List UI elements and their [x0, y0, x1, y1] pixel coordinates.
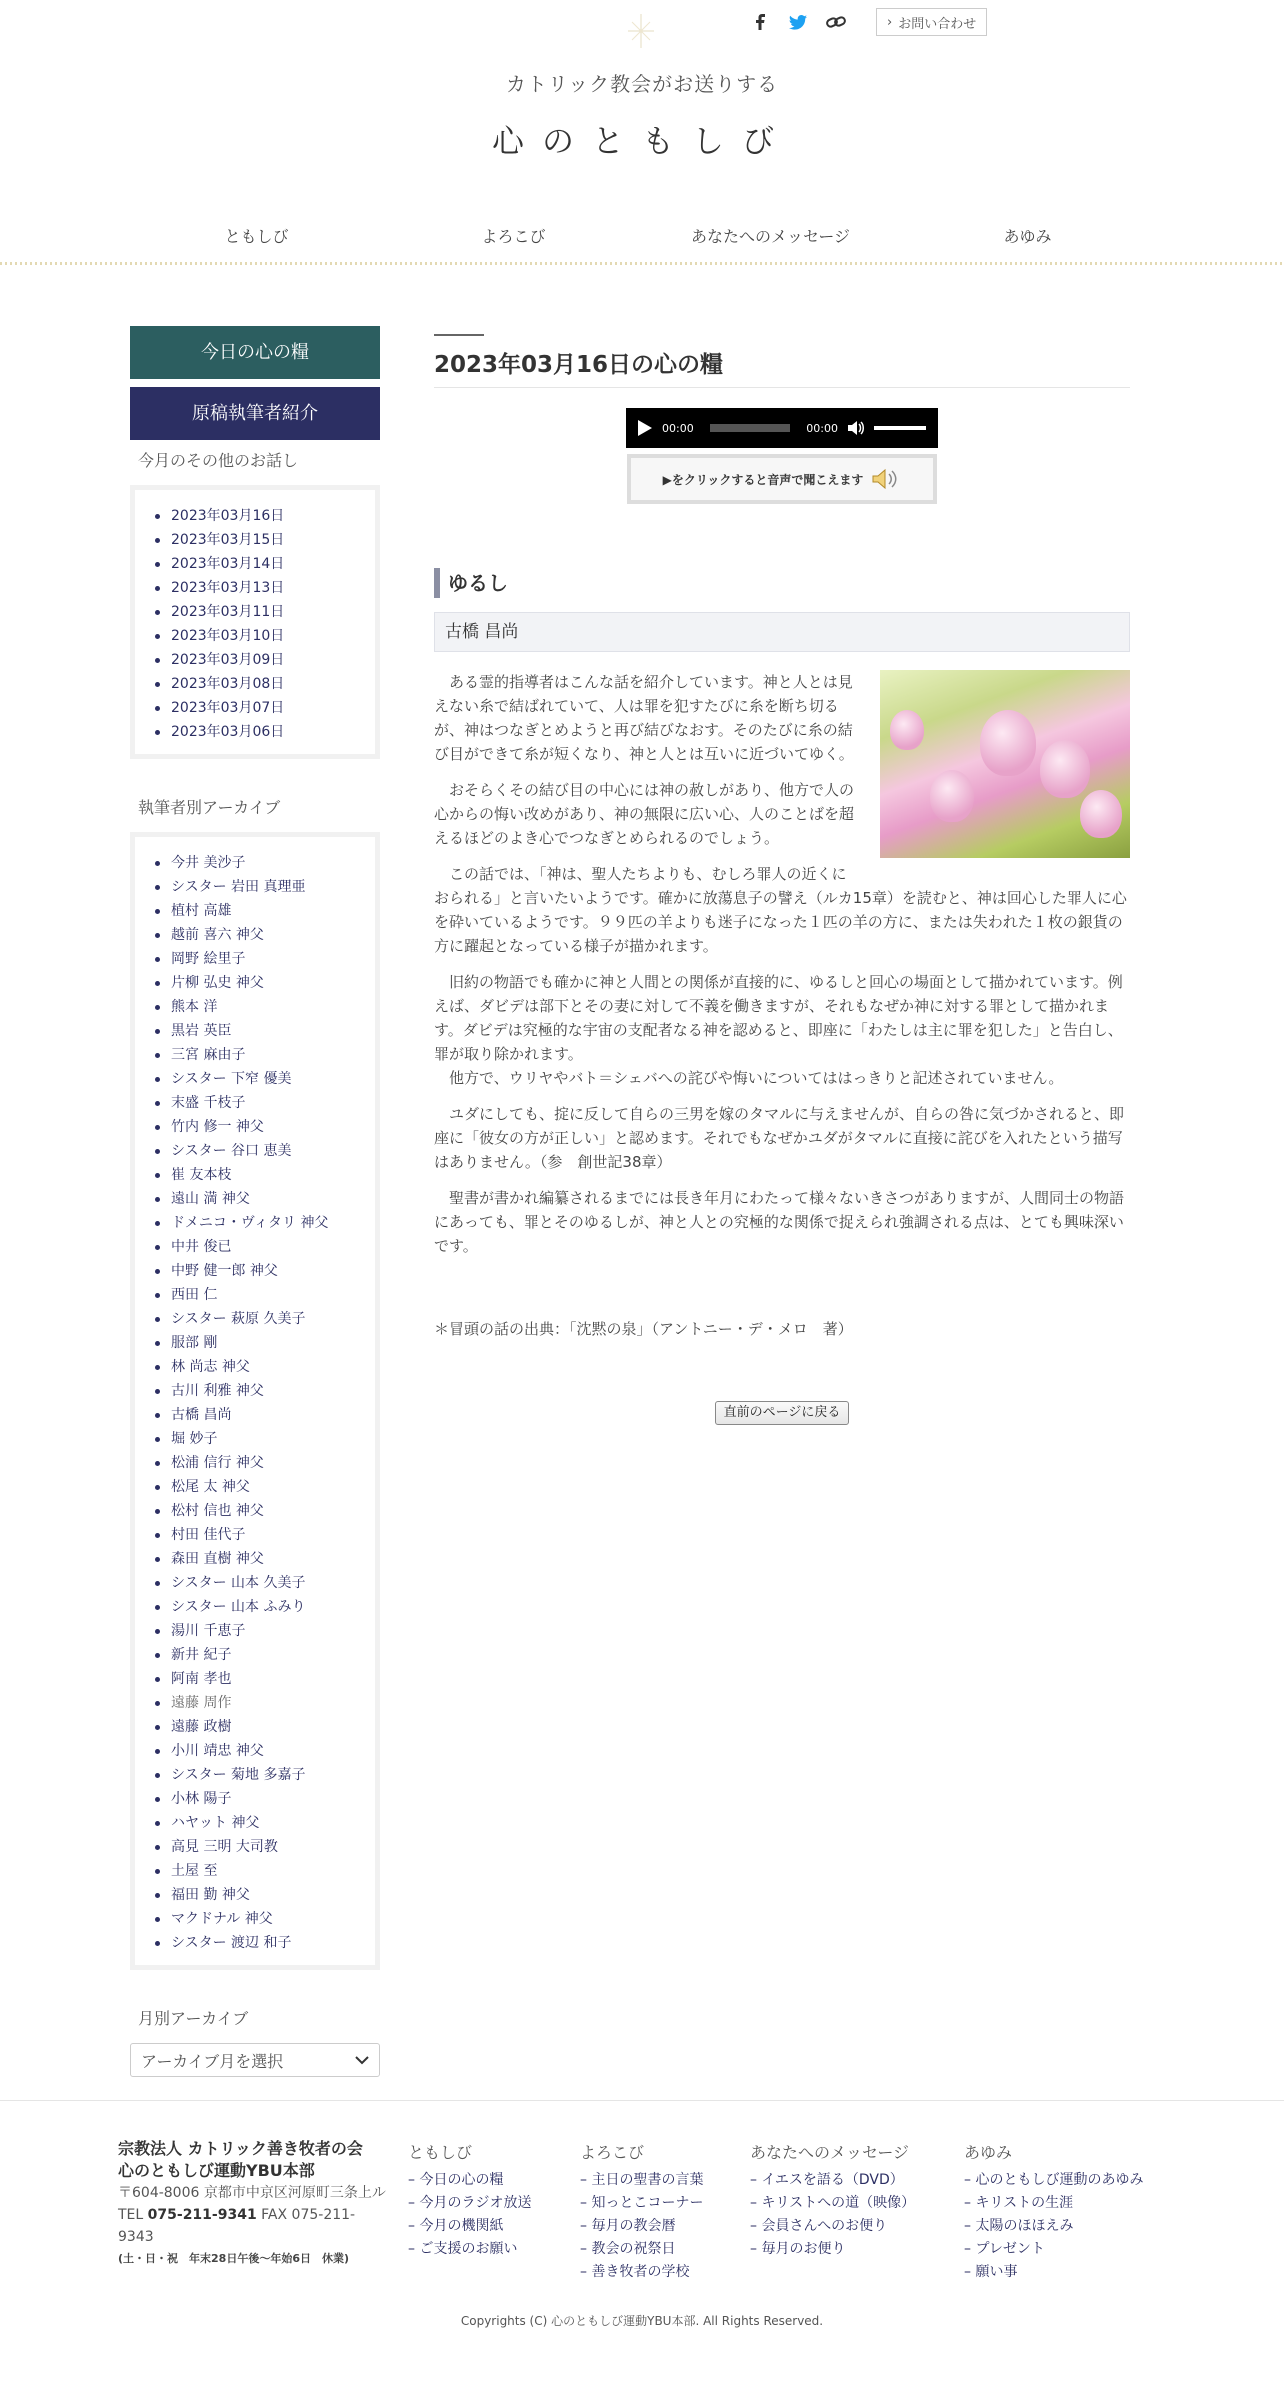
- author-archive-link[interactable]: 三宮 麻由子: [135, 1043, 375, 1067]
- recent-date-link[interactable]: 2023年03月14日: [135, 552, 375, 576]
- paragraph: 他方で、ウリヤやバト＝シェバへの詫びや悔いについてははっきりと記述されていません。: [449, 1069, 1064, 1087]
- footer-link[interactable]: – 毎月の教会暦: [580, 2218, 676, 2234]
- nav-item-ayumi[interactable]: あゆみ: [1003, 227, 1052, 246]
- site-title[interactable]: 心のともしび: [491, 122, 792, 160]
- month-select-value: アーカイブ月を選択: [141, 2051, 284, 2071]
- recent-date-link[interactable]: 2023年03月09日: [135, 648, 375, 672]
- recent-date-link[interactable]: 2023年03月06日: [135, 720, 375, 744]
- today-kokoro-button[interactable]: 今日の心の糧: [130, 326, 380, 379]
- fax-number: 075-211-9343: [118, 2207, 356, 2245]
- author-archive-link[interactable]: 松村 信也 神父: [135, 1499, 375, 1523]
- author-archive-link[interactable]: 中野 健一郎 神父: [135, 1259, 375, 1283]
- author-archive-link[interactable]: 堀 妙子: [135, 1427, 375, 1451]
- nav-item-tomoshibi[interactable]: ともしび: [224, 227, 289, 246]
- author-archive-link[interactable]: 竹内 修一 神父: [135, 1115, 375, 1139]
- back-button[interactable]: 直前のページに戻る: [715, 1401, 849, 1425]
- footer-divider: [0, 2100, 1284, 2101]
- author-archive-link[interactable]: 植村 高雄: [135, 899, 375, 923]
- paragraph: 聖書が書かれ編纂されるまでには長き年月にわたって様々ないきさつがありますが、人間同士の物語にあっても、罪とそのゆるしが、神と人との究極的な関係で捉えられ強調される点は、とても興味深いです。: [434, 1189, 1125, 1255]
- author-archive-link[interactable]: ドメニコ・ヴィタリ 神父: [135, 1211, 375, 1235]
- author-archive-link[interactable]: 末盛 千枝子: [135, 1091, 375, 1115]
- author-archive-link[interactable]: 熊本 洋: [135, 995, 375, 1019]
- footer-link[interactable]: – 善き牧者の学校: [580, 2264, 690, 2280]
- recent-date-link[interactable]: 2023年03月15日: [135, 528, 375, 552]
- tulip-photo: [880, 670, 1130, 858]
- footer-link[interactable]: – 毎月のお便り: [750, 2241, 846, 2257]
- audio-seek-bar[interactable]: [710, 424, 791, 432]
- footer-link[interactable]: – 心のともしび運動のあゆみ: [964, 2172, 1144, 2188]
- contact-label: お問い合わせ: [898, 16, 977, 32]
- org-address: 〒604-8006 京都市中京区河原町三条上ル: [118, 2185, 386, 2201]
- footer-link[interactable]: – キリストへの道（映像）: [750, 2195, 916, 2211]
- org-phone: [118, 2204, 388, 2248]
- author-archive-link[interactable]: 土屋 至: [135, 1859, 375, 1883]
- author-archive-link[interactable]: 村田 佳代子: [135, 1523, 375, 1547]
- author-archive-link[interactable]: 岡野 絵里子: [135, 947, 375, 971]
- author-archive-link[interactable]: 福田 勤 神父: [135, 1883, 375, 1907]
- author-archive-link[interactable]: 古橋 昌尚: [135, 1403, 375, 1427]
- source-note: ＊冒頭の話の出典：「沈黙の泉」（アントニー・デ・メロ 著）: [434, 1320, 853, 1338]
- month-archive-heading: 月別アーカイブ: [138, 2009, 249, 2028]
- contact-button[interactable]: [876, 8, 987, 36]
- author-archive-link[interactable]: シスター 下窄 優美: [135, 1067, 375, 1091]
- footer-col-title[interactable]: あゆみ: [964, 2143, 1013, 2162]
- section-title: ゆるし: [434, 568, 1130, 598]
- sidebar: [130, 326, 380, 2077]
- paragraph: おそらくその結び目の中心には神の赦しがあり、他方で人の心からの悔い改めがあり、神の無限に広い心、人のことばを超えるほどのよき心でつなぎとめられるのでしょう。: [434, 781, 855, 847]
- play-icon[interactable]: [638, 420, 652, 436]
- copyright: Copyrights (C) 心のともしび運動YBU本部. All Rights Reserved.: [460, 2314, 824, 2328]
- footer-link[interactable]: – ご支援のお願い: [408, 2241, 518, 2257]
- fax-label: FAX: [261, 2207, 288, 2223]
- tel-label: TEL: [118, 2207, 144, 2223]
- footer-link[interactable]: – 知っとこコーナー: [580, 2195, 704, 2211]
- footer-col-title[interactable]: あなたへのメッセージ: [750, 2143, 910, 2162]
- footer-col-title[interactable]: ともしび: [408, 2143, 473, 2162]
- author-archive-link[interactable]: シスター 菊地 多嘉子: [135, 1763, 375, 1787]
- authors-intro-button[interactable]: 原稿執筆者紹介: [130, 387, 380, 440]
- author-archive-link[interactable]: 遠藤 政樹: [135, 1715, 375, 1739]
- footer-col-title[interactable]: よろこび: [580, 2143, 645, 2162]
- footer-link[interactable]: – 教会の祝祭日: [580, 2241, 676, 2257]
- author-archive-link[interactable]: 越前 喜六 神父: [135, 923, 375, 947]
- author-archive-link[interactable]: ハヤット 神父: [135, 1811, 375, 1835]
- footer-link[interactable]: – 主日の聖書の言葉: [580, 2172, 704, 2188]
- page-title: 2023年03月16日の心の糧: [434, 346, 1130, 388]
- author-archive-link[interactable]: 小林 陽子: [135, 1787, 375, 1811]
- footer-link[interactable]: – 願い事: [964, 2264, 1018, 2280]
- business-hours: (土・日・祝 年末28日午後〜年始6日 休業): [118, 2252, 350, 2265]
- author-archive-link[interactable]: 服部 剛: [135, 1331, 375, 1355]
- author-archive-link[interactable]: 湯川 千恵子: [135, 1619, 375, 1643]
- author-archive-link[interactable]: 林 尚志 神父: [135, 1355, 375, 1379]
- author-archive-link[interactable]: 西田 仁: [135, 1283, 375, 1307]
- recent-list-box: [130, 485, 380, 759]
- footer-link[interactable]: – 太陽のほほえみ: [964, 2218, 1074, 2234]
- footer-link[interactable]: – プレゼント: [964, 2241, 1045, 2257]
- author-archive-link[interactable]: マクドナル 神父: [135, 1907, 375, 1931]
- recent-date-link[interactable]: 2023年03月10日: [135, 624, 375, 648]
- chevron-right-icon: ›: [887, 14, 893, 30]
- audio-duration: 00:00: [806, 421, 838, 435]
- org-subname: 心のともしび運動YBU本部: [118, 2161, 315, 2180]
- author-archive-link[interactable]: 高見 三明 大司教: [135, 1835, 375, 1859]
- twitter-icon[interactable]: [788, 12, 808, 32]
- social-links: [750, 8, 987, 36]
- link-icon[interactable]: [826, 12, 846, 32]
- footer-link[interactable]: – 今月のラジオ放送: [408, 2195, 532, 2211]
- recent-date-link[interactable]: 2023年03月08日: [135, 672, 375, 696]
- author-archive-link[interactable]: 松浦 信行 神父: [135, 1451, 375, 1475]
- author-name: 古橋 昌尚: [434, 612, 1130, 652]
- footer-col-yorokobi: [580, 2140, 703, 2284]
- volume-icon[interactable]: [848, 421, 864, 435]
- author-archive-link[interactable]: シスター 渡辺 和子: [135, 1931, 375, 1955]
- footer-link[interactable]: – キリストの生涯: [964, 2195, 1074, 2211]
- author-archive-link[interactable]: シスター 山本 ふみり: [135, 1595, 375, 1619]
- recent-list: [135, 504, 375, 744]
- author-archive-link[interactable]: 遠山 満 神父: [135, 1187, 375, 1211]
- author-archive-link[interactable]: 松尾 太 神父: [135, 1475, 375, 1499]
- nav-divider: [0, 262, 1284, 265]
- volume-slider[interactable]: [874, 426, 926, 430]
- facebook-icon[interactable]: [750, 12, 770, 32]
- footer-org: [118, 2138, 388, 2266]
- authors-list: [135, 851, 375, 1955]
- author-archive-link[interactable]: シスター 谷口 恵美: [135, 1139, 375, 1163]
- footer-link[interactable]: – 今月の機関紙: [408, 2218, 504, 2234]
- footer-col-tomoshibi: [408, 2140, 531, 2261]
- author-archive-link[interactable]: 中井 俊已: [135, 1235, 375, 1259]
- author-archive-link[interactable]: シスター 山本 久美子: [135, 1571, 375, 1595]
- author-archive-link[interactable]: 遠藤 周作: [135, 1691, 375, 1715]
- author-archive-link[interactable]: 今井 美沙子: [135, 851, 375, 875]
- main-content: [434, 326, 1130, 1425]
- footer-col-ayumi: [964, 2140, 1143, 2284]
- org-name: 宗教法人 カトリック善き牧者の会: [118, 2139, 363, 2158]
- nav-item-message[interactable]: あなたへのメッセージ: [690, 227, 851, 246]
- author-archive-link[interactable]: 古川 利雅 神父: [135, 1379, 375, 1403]
- authors-list-box: [130, 832, 380, 1970]
- paragraph: ある霊的指導者はこんな話を紹介しています。神と人とは見えない糸で結ばれていて、人は罪を犯すたびに糸を断ち切るが、神はつなぎとめようと再び結びなおす。そのたびに糸の結び目ができて糸が短くなり、神と人とは互いに近づいてゆく。: [434, 673, 854, 763]
- footer-link[interactable]: – イエスを語る（DVD）: [750, 2172, 904, 2188]
- nav-item-yorokobi[interactable]: よろこび: [481, 227, 546, 246]
- author-archive-link[interactable]: 黒岩 英臣: [135, 1019, 375, 1043]
- global-nav: [128, 224, 1156, 247]
- recent-date-link[interactable]: 2023年03月13日: [135, 576, 375, 600]
- audio-current-time: 00:00: [662, 421, 694, 435]
- footer-col-message: [750, 2140, 915, 2261]
- authors-heading: 執筆者別アーカイブ: [138, 798, 281, 817]
- audio-player: [626, 408, 938, 448]
- author-archive-link[interactable]: 森田 直樹 神父: [135, 1547, 375, 1571]
- author-archive-link[interactable]: 新井 紀子: [135, 1643, 375, 1667]
- month-archive-select[interactable]: [130, 2043, 380, 2077]
- author-archive-link[interactable]: 阿南 孝也: [135, 1667, 375, 1691]
- chevron-down-icon: [355, 2056, 369, 2065]
- site-subtitle: カトリック教会がお送りする: [505, 72, 779, 96]
- author-archive-link[interactable]: 片柳 弘史 神父: [135, 971, 375, 995]
- footer-link[interactable]: – 今日の心の糧: [408, 2172, 504, 2188]
- star-ornament-icon: [626, 14, 656, 48]
- recent-date-link[interactable]: 2023年03月07日: [135, 696, 375, 720]
- paragraph: 旧約の物語でも確かに神と人間との関係が直接的に、ゆるしと回心の場面として描かれています。例えば、ダビデは部下とその妻に対して不義を働きますが、それもなぜか神に対する罪として描かれます。ダビデは究極的な宇宙の支配者なる神を認めると、即座に「わたしは主に罪を犯した」と告白し、罪が取り除かれます。: [434, 973, 1123, 1063]
- author-archive-link[interactable]: シスター 岩田 真理亜: [135, 875, 375, 899]
- recent-date-link[interactable]: 2023年03月11日: [135, 600, 375, 624]
- listen-hint: [627, 454, 937, 504]
- title-accent: [434, 334, 484, 336]
- recent-heading: 今月のその他のお話し: [138, 451, 299, 470]
- paragraph: ユダにしても、掟に反して自らの三男を嫁のタマルに与えませんが、自らの咎に気づかされると、即座に「彼女の方が正しい」と認めます。それでもなぜかユダがタマルに直接に詫びを入れたという描写はありません。（参 創世記38章）: [434, 1105, 1125, 1171]
- speaker-icon: [871, 468, 901, 490]
- footer-link[interactable]: – 会員さんへのお便り: [750, 2218, 888, 2234]
- paragraph: この話では、「神は、聖人たちよりも、むしろ罪人の近くにおられる」と言いたいようです。確かに放蕩息子の譬え（ルカ15章）を読むと、神は回心した罪人に心を砕いているようです。９９匹の羊よりも迷子になった１匹の羊の方に、または失われた１枚の銀貨の方に躍起となっている様子が描かれます。: [434, 865, 1127, 955]
- author-archive-link[interactable]: 崔 友本枝: [135, 1163, 375, 1187]
- listen-hint-text: ▶をクリックすると音声で聞こえます: [662, 472, 864, 487]
- author-archive-link[interactable]: シスター 萩原 久美子: [135, 1307, 375, 1331]
- tel-number[interactable]: 075-211-9341: [147, 2207, 257, 2223]
- author-archive-link[interactable]: 小川 靖忠 神父: [135, 1739, 375, 1763]
- recent-date-link[interactable]: 2023年03月16日: [135, 504, 375, 528]
